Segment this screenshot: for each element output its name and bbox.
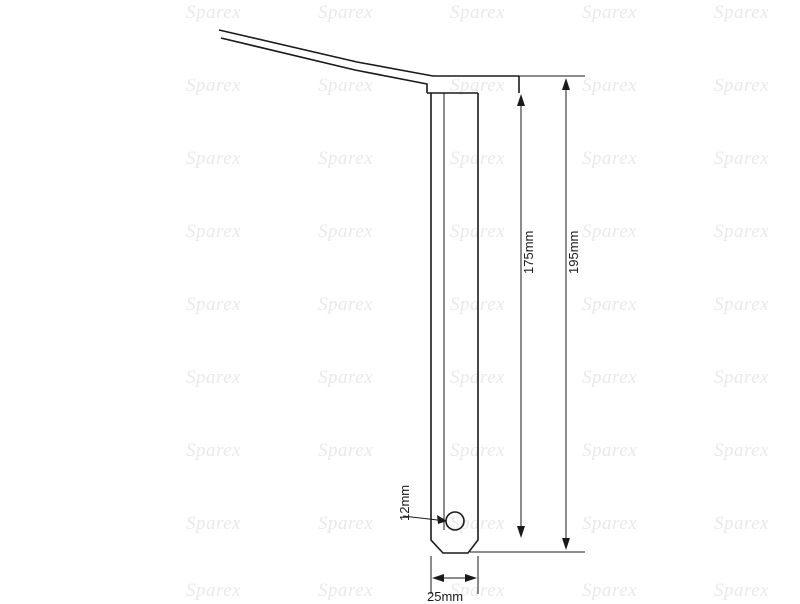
watermark-text: Sparex xyxy=(714,513,770,534)
watermark-text: Sparex xyxy=(318,580,374,601)
watermark-text: Sparex xyxy=(186,367,242,388)
watermark-text: Sparex xyxy=(582,75,638,96)
watermark-text: Sparex xyxy=(714,294,770,315)
watermark-text: Sparex xyxy=(318,221,374,242)
watermark-text: Sparex xyxy=(450,294,506,315)
dimension-label-overall-length: 195mm xyxy=(566,230,581,274)
watermark-text: Sparex xyxy=(186,2,242,23)
pin-outline xyxy=(219,30,519,553)
watermark-text: Sparex xyxy=(582,294,638,315)
watermark-text: Sparex xyxy=(582,2,638,23)
watermark-text: Sparex xyxy=(450,440,506,461)
watermark-text: Sparex xyxy=(714,148,770,169)
watermark-text: Sparex xyxy=(714,440,770,461)
watermark-text: Sparex xyxy=(186,440,242,461)
watermark-text: Sparex xyxy=(186,294,242,315)
watermark-text: Sparex xyxy=(186,513,242,534)
watermark-text: Sparex xyxy=(582,513,638,534)
dimension-label-hole-diameter: 12mm xyxy=(397,484,412,521)
watermark-text: Sparex xyxy=(186,148,242,169)
watermark-text: Sparex xyxy=(450,75,506,96)
watermark-text: Sparex xyxy=(318,513,374,534)
watermark-text: Sparex xyxy=(450,513,506,534)
pin-hole xyxy=(446,512,464,530)
dimension-label-width: 25mm xyxy=(427,589,464,604)
watermark-text: Sparex xyxy=(450,221,506,242)
watermark-text: Sparex xyxy=(318,2,374,23)
watermark-text: Sparex xyxy=(582,580,638,601)
dimension-arrowheads xyxy=(432,78,570,582)
watermark-text: Sparex xyxy=(186,75,242,96)
watermark-text: Sparex xyxy=(318,148,374,169)
watermark-text: Sparex xyxy=(186,221,242,242)
watermark-text: Sparex xyxy=(714,580,770,601)
watermark-text: Sparex xyxy=(582,367,638,388)
watermark-text: Sparex xyxy=(318,75,374,96)
watermark-text: Sparex xyxy=(318,294,374,315)
watermark-text: Sparex xyxy=(582,148,638,169)
watermark-text: Sparex xyxy=(450,2,506,23)
watermark-text: Sparex xyxy=(714,2,770,23)
watermark-text: Sparex xyxy=(714,221,770,242)
watermark-text: Sparex xyxy=(318,440,374,461)
watermark-text: Sparex xyxy=(450,580,506,601)
watermark-text: Sparex xyxy=(582,221,638,242)
watermark-text: Sparex xyxy=(714,75,770,96)
watermark-text: Sparex xyxy=(318,367,374,388)
watermark-text: Sparex xyxy=(450,148,506,169)
watermark-text: Sparex xyxy=(450,367,506,388)
watermark-text: Sparex xyxy=(582,440,638,461)
watermark-text: Sparex xyxy=(186,580,242,601)
watermark-text: Sparex xyxy=(714,367,770,388)
dimension-label-shank-length: 175mm xyxy=(521,230,536,274)
